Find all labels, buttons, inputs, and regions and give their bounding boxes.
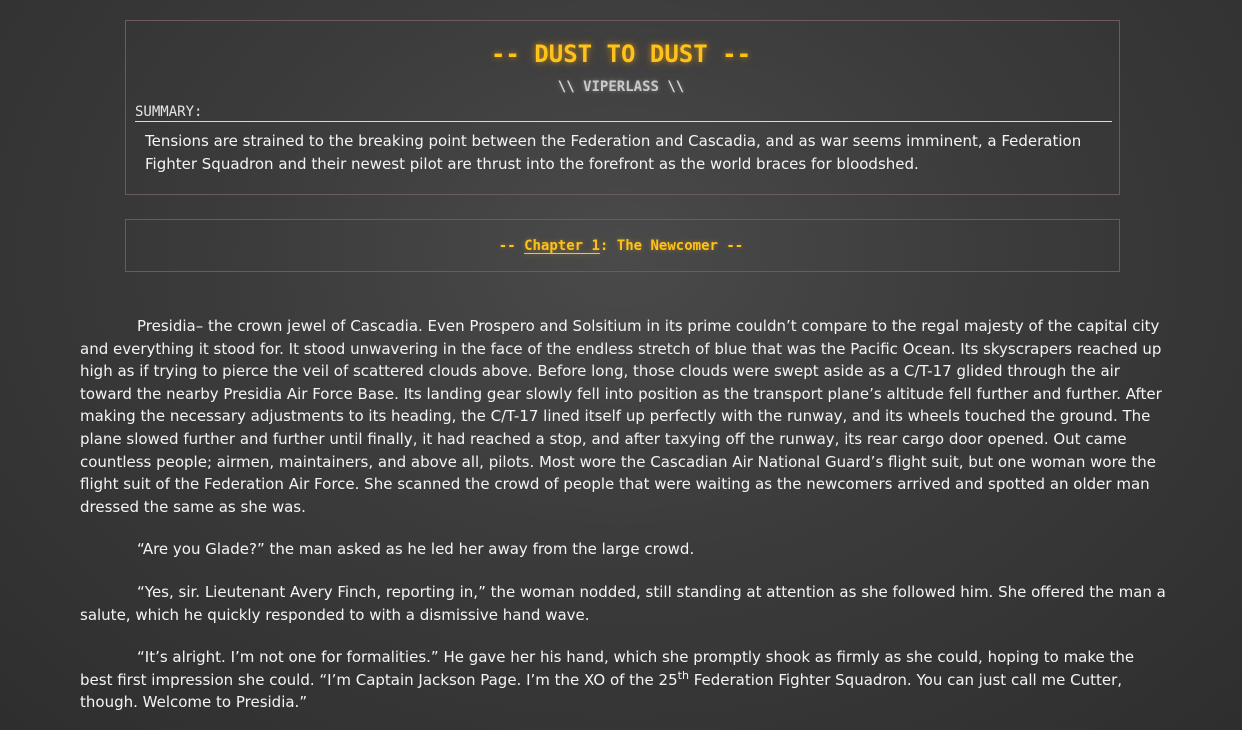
chapter-heading (0, 238, 1242, 254)
author-suffix: \\ (658, 79, 685, 95)
story-text: “It’s alright. I’m not one for formalities.” He gave her his hand, which she promptly shook as firmly as she could, hoping to make the best first impression she could. “I’m Captain Jackson Page. I’m the XO of the 25 (80, 648, 1135, 689)
author-name[interactable]: VIPERLASS (583, 79, 659, 95)
story-paragraph: “Yes, sir. Lieutenant Avery Finch, reporting in,” the woman nodded, still standing at attention as she followed him. She offered the man a salute, which he quickly responded to with a dismissive hand wave. (80, 582, 1166, 624)
author-prefix: \\ (557, 79, 584, 95)
story-body (80, 315, 1167, 730)
story-paragraph (80, 646, 1167, 714)
story-text: Federation Fighter Squadron. You can just call me Cutter, though. Welcome to Presidia.” (80, 670, 1122, 712)
chapter-link[interactable]: Chapter 1 (524, 238, 600, 254)
story-title: -- DUST TO DUST -- (490, 40, 752, 68)
author-line (0, 79, 1242, 95)
summary-label: SUMMARY: (135, 103, 1112, 122)
ordinal-suffix: th (677, 668, 689, 682)
story-paragraph: “Are you Glade?” the man asked as he led her away from the large crowd. (137, 540, 695, 559)
chapter-title: : The Newcomer -- (599, 238, 744, 254)
chapter-prefix: -- (498, 238, 525, 254)
story-paragraph: Presidia– the crown jewel of Cascadia. Even Prospero and Solsitium in its prime couldn’t compare to the regal majesty of the capital city and everything it stood for. It stood unwavering in the face of the endless stretch of blue that was the Pacific Ocean. Its skyscrapers reached up high as if trying to pierce the veil of scattered clouds above. Before long, those clouds were swept aside as a C/T-17 glided through the air toward the nearby Presidia Air Force Base. Its landing gear slowly fell into position as the transport plane’s altitude fell further and further. After making the necessary adjustments to its heading, the C/T-17 lined itself up perfectly with the runway, and its wheels touched the ground. The plane slowed further and further until finally, it had reached a stop, and after taxying off the runway, its rear cargo door opened. Out came countless people; airmen, maintainers, and above all, pilots. Most wore the Cascadian Air National Guard’s flight suit, but one woman wore the flight suit of the Federation Air Force. She scanned the crowd of people that were waiting as the newcomers arrived and spotted an older man dressed the same as she was. (80, 317, 1162, 516)
summary-text: Tensions are strained to the breaking point between the Federation and Cascadia, and as war seems imminent, a Federation Fighter Squadron and their newest pilot are thrust into the forefront as the world braces for bloodshed. (145, 132, 1082, 173)
